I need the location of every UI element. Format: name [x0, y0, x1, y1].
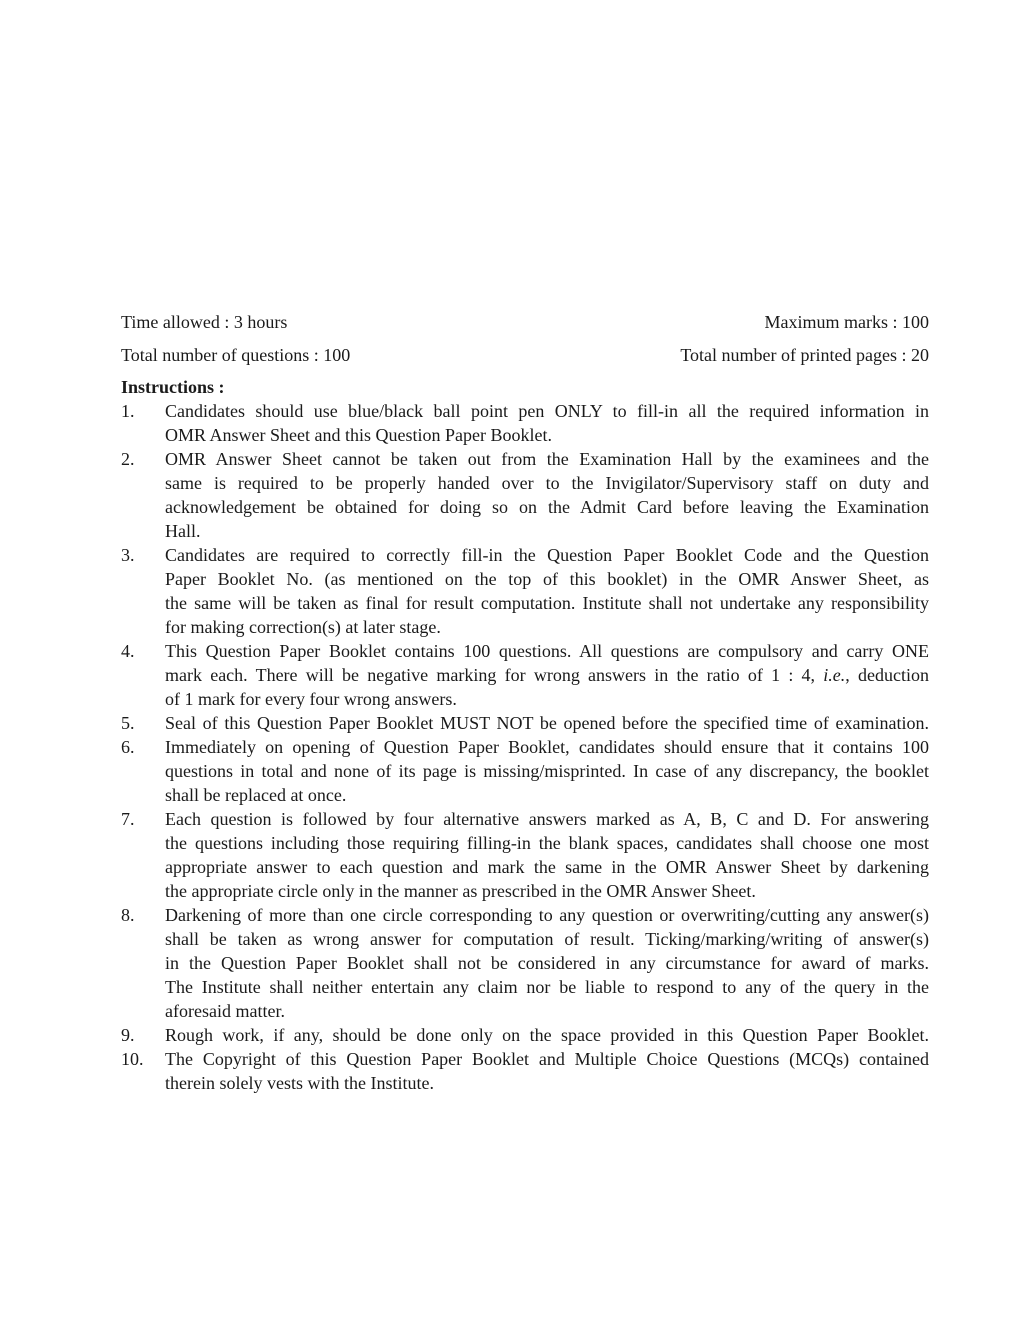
instruction-item	[121, 543, 929, 639]
item-number: 3.	[121, 545, 135, 565]
item-number: 8.	[121, 905, 135, 925]
time-allowed: Time allowed : 3 hours	[121, 312, 288, 332]
item-line: Hall.	[165, 521, 201, 541]
item-line: mark each. There will be negative marking for wrong answers in the ratio of 1 : 4, i.e., deduction	[165, 665, 930, 685]
item-line: acknowledgement be obtained for doing so on the Admit Card before leaving the Examination	[165, 497, 929, 517]
italic-ie: i.e.	[823, 665, 846, 685]
item-line: aforesaid matter.	[165, 1001, 285, 1021]
item-line: appropriate answer to each question and mark the same in the OMR Answer Sheet by darkening	[165, 857, 929, 877]
item-number: 6.	[121, 737, 135, 757]
instruction-item	[121, 399, 929, 447]
instruction-item	[121, 639, 929, 711]
instruction-item	[121, 1023, 929, 1047]
item-line: the questions including those requiring filling-in the blank spaces, candidates shall choose one most	[165, 833, 929, 853]
item-number: 10.	[121, 1049, 144, 1069]
instructions	[121, 375, 929, 1095]
item-number: 1.	[121, 401, 135, 421]
item-number: 4.	[121, 641, 135, 661]
item-line: the appropriate circle only in the manner as prescribed in the OMR Answer Sheet.	[165, 881, 756, 901]
item-number: 2.	[121, 449, 135, 469]
header-row-1	[121, 310, 929, 334]
item-line: Seal of this Question Paper Booklet MUST NOT be opened before the specified time of examination.	[165, 713, 929, 733]
header-row-2	[121, 343, 929, 367]
maximum-marks: Maximum marks : 100	[764, 312, 929, 332]
item-line: Each question is followed by four alternative answers marked as A, B, C and D. For answering	[165, 809, 929, 829]
item-line: Candidates are required to correctly fill-in the Question Paper Booklet Code and the Question	[165, 545, 929, 565]
instruction-item	[121, 1047, 929, 1095]
item-line: The Institute shall neither entertain any claim nor be liable to respond to any of the query in the	[165, 977, 929, 997]
item-line: Paper Booklet No. (as mentioned on the top of this booklet) in the OMR Answer Sheet, as	[165, 569, 929, 589]
total-pages: Total number of printed pages : 20	[680, 345, 929, 365]
item-line: shall be taken as wrong answer for computation of result. Ticking/marking/writing of answer(s)	[165, 929, 929, 949]
total-questions: Total number of questions : 100	[121, 345, 351, 365]
item-line: in the Question Paper Booklet shall not be considered in any circumstance for award of marks.	[165, 953, 929, 973]
item-line: This Question Paper Booklet contains 100 questions. All questions are compulsory and carry ONE	[165, 641, 929, 661]
item-line: the same will be taken as final for result computation. Institute shall not undertake any responsibility	[165, 593, 929, 613]
item-number: 9.	[121, 1025, 135, 1045]
item-line: Rough work, if any, should be done only on the space provided in this Question Paper Booklet.	[165, 1025, 929, 1045]
item-line: OMR Answer Sheet and this Question Paper Booklet.	[165, 425, 552, 445]
instruction-item	[121, 711, 929, 735]
instructions-title: Instructions :	[121, 377, 225, 397]
item-line: OMR Answer Sheet cannot be taken out from the Examination Hall by the examinees and the	[165, 449, 929, 469]
item-line: The Copyright of this Question Paper Booklet and Multiple Choice Questions (MCQs) contained	[165, 1049, 929, 1069]
item-line: Immediately on opening of Question Paper Booklet, candidates should ensure that it contains 100	[165, 737, 929, 757]
instruction-item	[121, 735, 929, 807]
item-line: questions in total and none of its page is missing/misprinted. In case of any discrepancy, the booklet	[165, 761, 929, 781]
item-number: 5.	[121, 713, 135, 733]
item-line: Candidates should use blue/black ball point pen ONLY to fill-in all the required information in	[165, 401, 929, 421]
instruction-item	[121, 903, 929, 1023]
instruction-item	[121, 447, 929, 543]
item-line: same is required to be properly handed over to the Invigilator/Supervisory staff on duty and	[165, 473, 929, 493]
instruction-item	[121, 807, 929, 903]
item-line: shall be replaced at once.	[165, 785, 347, 805]
item-line: Darkening of more than one circle corresponding to any question or overwriting/cutting any answer(s)	[165, 905, 929, 925]
item-line: for making correction(s) at later stage.	[165, 617, 441, 637]
item-number: 7.	[121, 809, 135, 829]
item-line: of 1 mark for every four wrong answers.	[165, 689, 457, 709]
instruction-list	[121, 399, 929, 1095]
item-line: therein solely vests with the Institute.	[165, 1073, 434, 1093]
